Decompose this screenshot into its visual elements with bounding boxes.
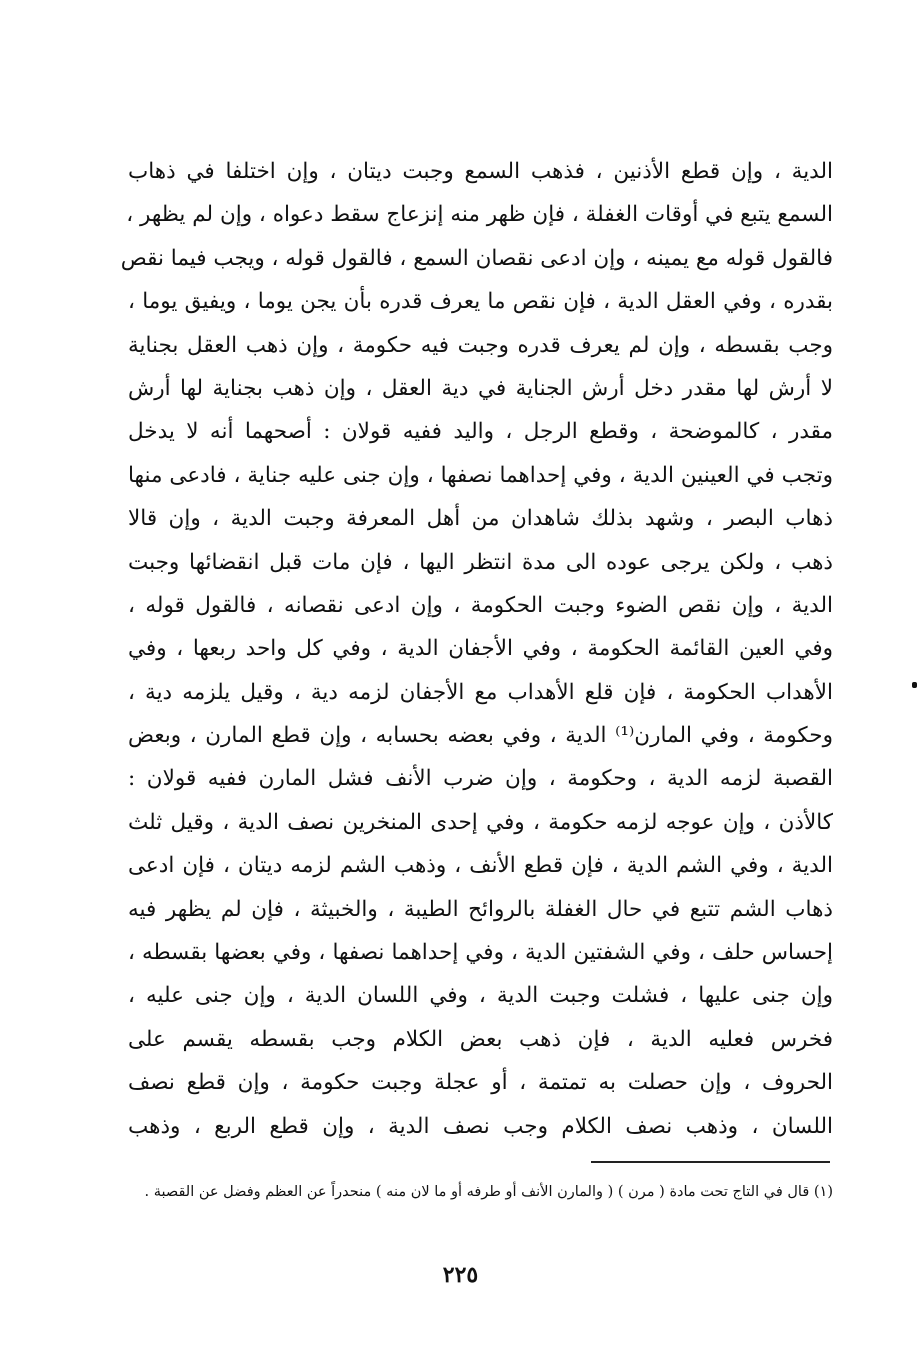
text-line: إحساس حلف ، وفي الشفتين الدية ، وفي إحداهما نصفها ، وفي بعضها بقسطه ، [128,940,833,966]
text-line: وإن جنى عليها ، فشلت وجبت الدية ، وفي اللسان الدية ، وإن جنى عليه ، [128,983,833,1009]
text-line: وحكومة ، وفي المارن⁽¹⁾ الدية ، وفي بعضه بحسابه ، وإن قطع المارن ، وبعض [128,723,833,749]
text-line: مقدر ، كالموضحة ، وقطع الرجل ، واليد ففيه قولان : أصحهما أنه لا يدخل [128,419,833,445]
text-line: فالقول قوله مع يمينه ، وإن ادعى نقصان السمع ، فالقول قوله ، ويجب فيما نقص [120,245,833,271]
text-line: الدية ، وإن نقص الضوء وجبت الحكومة ، وإن ادعى نقصانه ، فالقول قوله ، [128,592,833,618]
text-line: لا أرش لها مقدر دخل أرش الجناية في دية العقل ، وإن ذهب بجناية لها أرش [128,375,833,401]
text-line: الدية ، وفي الشم الدية ، فإن قطع الأنف ، وذهب الشم لزمه ديتان ، فإن ادعى [128,853,833,879]
text-line: السمع يتبع في أوقات الغفلة ، فإن ظهر منه إنزعاج سقط دعواه ، وإن لم يظهر ، [126,202,833,228]
text-line: ذهاب البصر ، وشهد بذلك شاهدان من أهل المعرفة وجبت الدية ، وإن قالا [128,506,833,532]
text-line: فخرس فعليه الدية ، فإن ذهب بعض الكلام وجب بقسطه يقسم على [128,1026,833,1052]
text-line: وفي العين القائمة الحكومة ، وفي الأجفان الدية ، وفي كل واحد ربعها ، وفي [128,636,833,662]
text-line: كالأذن ، وإن عوجه لزمه حكومة ، وفي إحدى المنخرين نصف الدية ، وقيل ثلث [128,809,833,835]
footnote-divider [591,1161,830,1163]
text-line: الحروف ، وإن حصلت به تمتمة ، أو عجلة وجبت حكومة ، وإن قطع نصف [128,1070,833,1096]
scan-edge-mark [912,682,917,688]
text-line: وجب بقسطه ، وإن لم يعرف قدره وجبت فيه حكومة ، وإن ذهب العقل بجناية [128,332,833,358]
main-text-block [120,150,833,1148]
text-line: اللسان ، وذهب نصف الكلام وجب نصف الدية ، وإن قطع الربع ، وذهب [128,1113,833,1139]
footnote: (١) قال في التاج تحت مادة ( مرن ) ( والمارن الأنف أو طرفه أو ما لان منه ) منحدراً عن العظم وفضل عن القصبة . [144,1184,833,1200]
text-line: ذهب ، ولكن يرجى عوده الى مدة انتظر اليها ، فإن مات قبل انقضائها وجبت [128,549,833,575]
text-line: القصبة لزمه الدية ، وحكومة ، وإن ضرب الأنف فشل المارن ففيه قولان : [128,766,833,792]
text-line: الدية ، وإن قطع الأذنين ، فذهب السمع وجبت ديتان ، وإن اختلفا في ذهاب [128,159,833,184]
page-number: ٢٢٥ [442,1262,479,1288]
text-line: ذهاب الشم تتبع في حال الغفلة بالروائح الطيبة ، والخبيثة ، فإن لم يظهر فيه [128,896,833,922]
text-line: بقدره ، وفي العقل الدية ، فإن نقص ما يعرف قدره بأن يجن يوما ، ويفيق يوما ، [128,289,833,315]
text-line: وتجب في العينين الدية ، وفي إحداهما نصفها ، وإن جنى عليه جناية ، فادعى منها [128,462,833,488]
text-line: الأهداب الحكومة ، فإن قلع الأهداب مع الأجفان لزمه دية ، وقيل يلزمه دية ، [128,679,833,705]
